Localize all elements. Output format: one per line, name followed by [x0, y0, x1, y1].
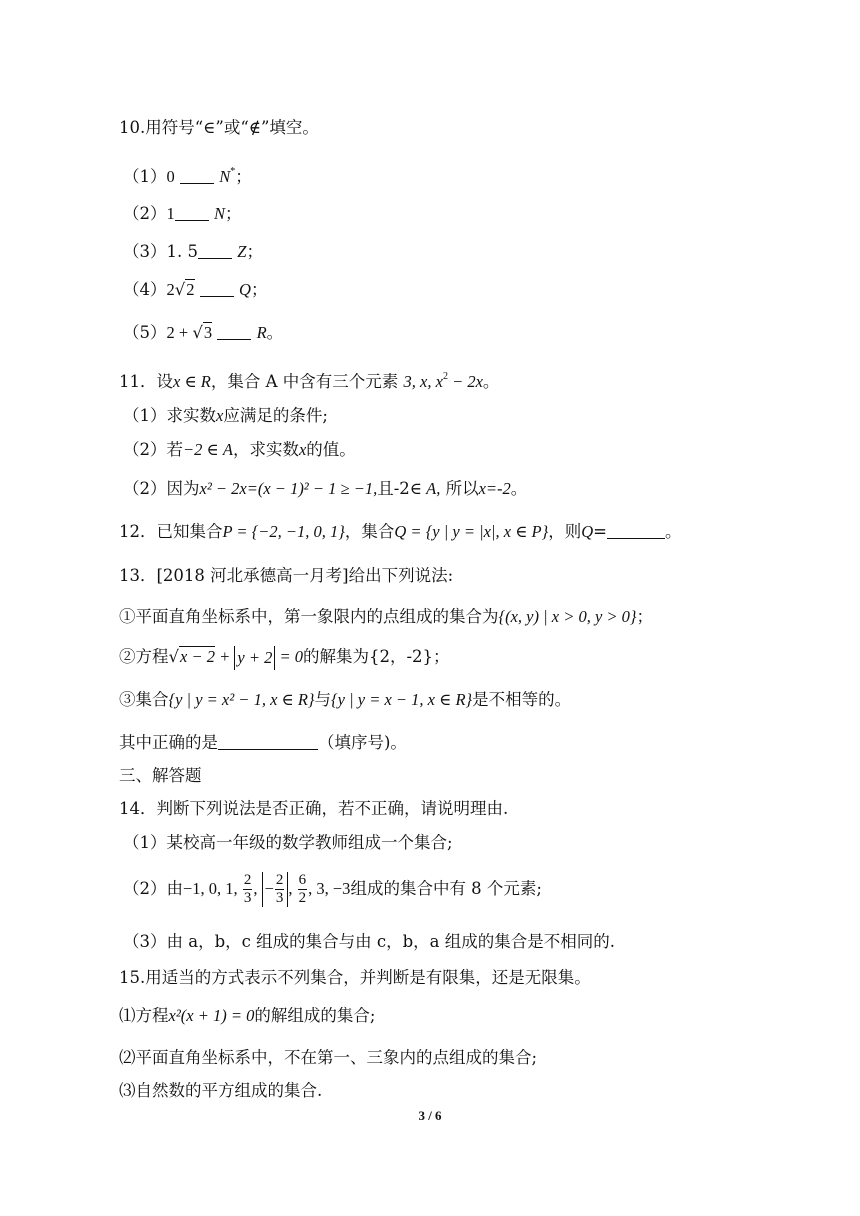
- q11-part-1: （1）求实数x应满足的条件;: [123, 406, 328, 425]
- q14-part-1: （1）某校高一年级的数学教师组成一个集合;: [123, 833, 453, 852]
- answer-blank[interactable]: [607, 522, 665, 539]
- q14-part-2: （2）由−1, 0, 1, $\frac{2}{3}$ , − $\frac{2}{3}$ , $\frac{6}{2}$ , 3, −3组成的集合中有 8 个元素;: [123, 872, 542, 906]
- q15-part-1: ⑴方程x²(x + 1) = 0的解组成的集合;: [119, 1006, 376, 1025]
- q10-item-3: （3）1. 5 Z；: [123, 242, 263, 261]
- section-heading: 三、解答题: [119, 766, 202, 785]
- q13-statement-3: ③集合{y | y = x² − 1, x ∈ R}与{y | y = x − 1, x ∈ R}是不相等的。: [119, 690, 572, 709]
- q11-stem: 11．设x ∈ R，集合 A 中含有三个元素 3, x, $x^2 - 2x$。: [119, 371, 500, 391]
- q15-stem: 15.用适当的方式表示不列集合，并判断是有限集，还是无限集。: [119, 968, 591, 987]
- sqrt-symbol: √: [192, 323, 203, 342]
- q11-part-2: （2）若−2 ∈ A，求实数x的值。: [123, 440, 356, 459]
- fraction: $\frac{6}{2}$: [298, 872, 307, 906]
- answer-blank[interactable]: [198, 242, 232, 259]
- q10-stem: 10.用符号“∈”或“∉”填空。: [119, 118, 319, 137]
- answer-blank[interactable]: [200, 280, 234, 297]
- q12: 12．已知集合P = {−2, −1, 0, 1}，集合Q = {y | y = |x|, x ∈ P}，则Q= 。: [119, 522, 682, 541]
- q14-stem: 14．判断下列说法是否正确，若不正确，请说明理由.: [119, 799, 509, 818]
- answer-blank[interactable]: [217, 323, 251, 340]
- sqrt-symbol: √: [174, 280, 186, 299]
- page-number: 3 / 6: [418, 1108, 442, 1123]
- q15-part-2: ⑵平面直角坐标系中，不在第一、三象内的点组成的集合;: [119, 1048, 538, 1067]
- q10-item-1: （1）0 N*；: [123, 166, 252, 186]
- q13-statement-2: ②方程√x − 2 + y + 2 = 0的解集为{2，-2}；: [119, 645, 450, 670]
- q13-statement-1: ①平面直角坐标系中，第一象限内的点组成的集合为{(x, y) | x > 0, y > 0}；: [119, 607, 654, 626]
- q13-stem: 13．[2018 河北承德高一月考]给出下列说法:: [119, 566, 454, 585]
- q13-answer: 其中正确的是 （填序号)。: [119, 733, 407, 752]
- q10-item-2: （2）1 N；: [123, 204, 242, 223]
- fraction: $\frac{2}{3}$: [243, 872, 252, 906]
- q15-part-3: ⑶自然数的平方组成的集合.: [119, 1081, 323, 1100]
- sqrt-symbol: √: [168, 647, 180, 666]
- answer-blank[interactable]: [218, 733, 318, 750]
- q10-item-5: （5）2 + √3 R。: [123, 323, 284, 342]
- fraction: $\frac{2}{3}$: [275, 872, 284, 906]
- q11-part-3: （2）因为x² − 2x=(x − 1)² − 1 ≥ −1,且-2∈ A, 所以x=-2。: [123, 479, 528, 498]
- q14-part-3: （3）由 a，b，c 组成的集合与由 c，b，a 组成的集合是不相同的.: [123, 932, 616, 951]
- q10-item-4: （4）2√2 Q；: [123, 280, 268, 299]
- answer-blank[interactable]: [180, 167, 214, 184]
- answer-blank[interactable]: [175, 204, 209, 221]
- absolute-value: − $\frac{2}{3}$: [262, 872, 289, 907]
